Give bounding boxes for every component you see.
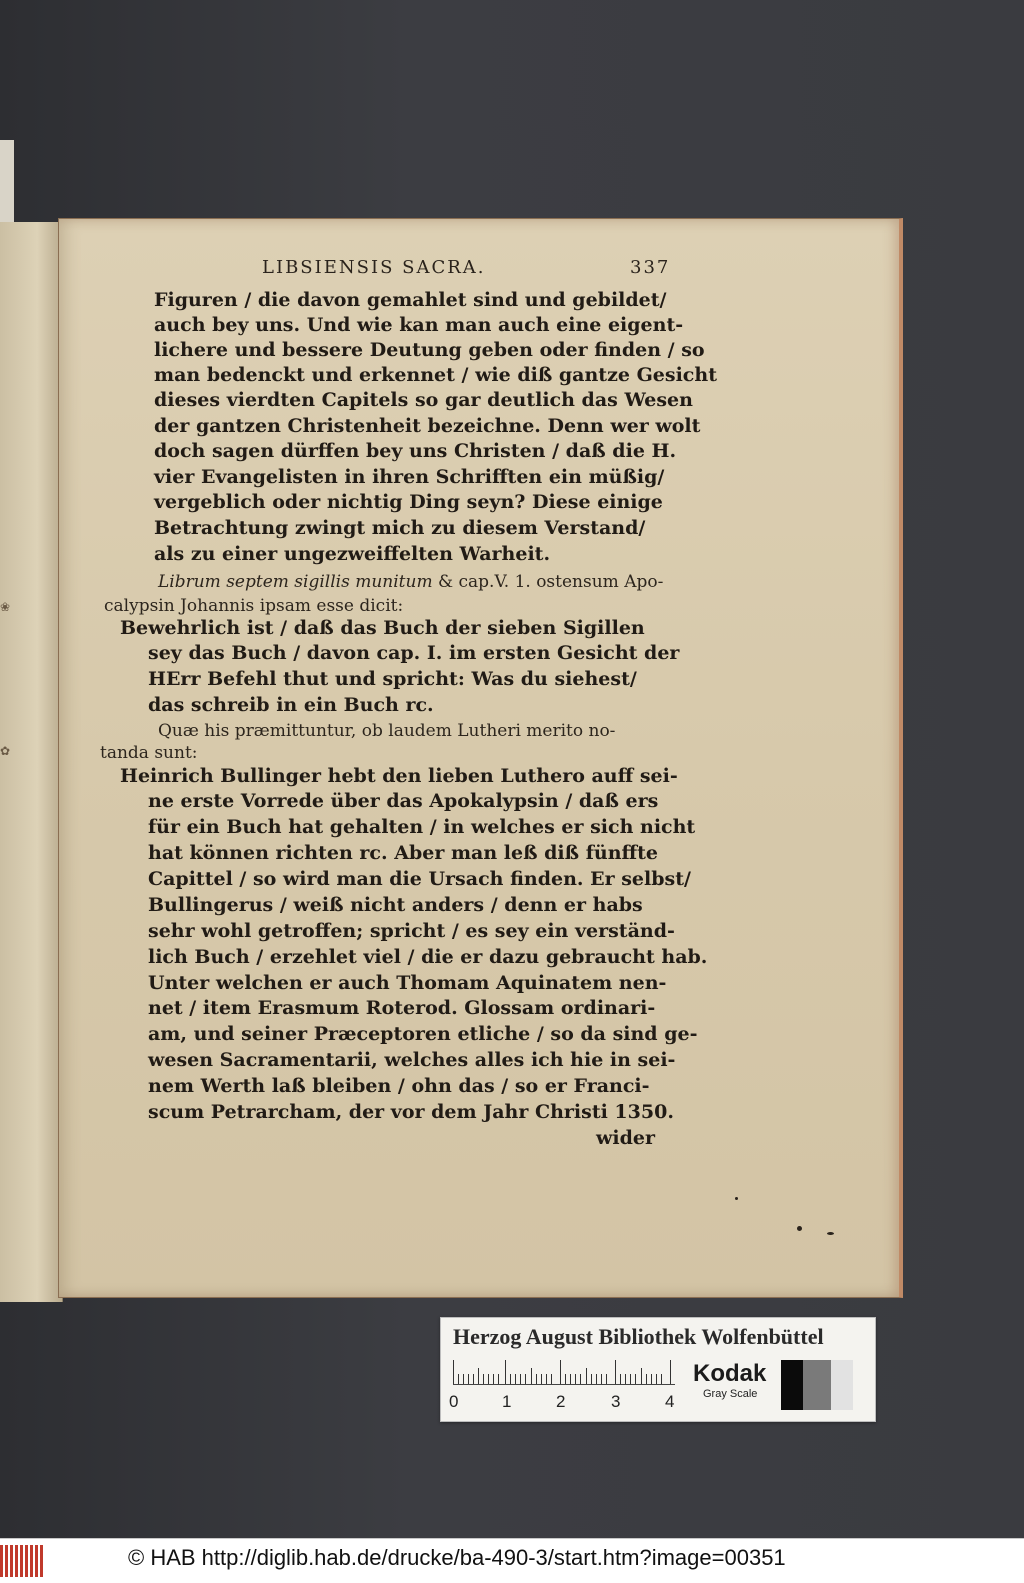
text-line: vergeblich oder nichtig Ding seyn? Diese einige [154,491,663,513]
latin-italic-phrase: Librum septem sigillis munitum [158,572,433,592]
text-line: Unter welchen er auch Thomam Aquinatem nen- [148,972,667,994]
text-line: vier Evangelisten in ihren Schrifften ein müßig/ [154,466,665,488]
ruler-label: 4 [665,1392,675,1411]
running-head-title: LIBSIENSIS SACRA. [262,257,486,278]
scale-ruler [453,1358,675,1385]
color-reference-card [440,1317,876,1422]
latin-line: Quæ his præmittuntur, ob laudem Lutheri merito no- [158,721,616,741]
text-line: auch bey uns. Und wie kan man auch eine eigent- [154,314,684,336]
latin-line: calypsin Johannis ipsam esse dicit: [104,596,404,616]
catchword: wider [596,1127,655,1149]
text-line: für ein Buch hat gehalten / in welches er sich nicht [148,816,696,838]
ruler-label: 2 [556,1392,566,1411]
footer-bar [0,1538,1024,1583]
facing-page-mark: ❀ [0,600,11,614]
text-line: Betrachtung zwingt mich zu diesem Verstand/ [154,517,646,539]
text-line: doch sagen dürffen bey uns Christen / daß die H. [154,440,677,462]
paper-speck [735,1197,738,1200]
text-line: lich Buch / erzehlet viel / die er dazu gebraucht hab. [148,946,708,968]
light-swatch [831,1360,853,1410]
text-line: wesen Sacramentarii, welches alles ich hie in sei- [148,1049,676,1071]
ruler-label: 0 [449,1392,459,1411]
adjacent-page-sliver [0,140,14,230]
ruler-label: 3 [611,1392,621,1411]
text-line: Bewehrlich ist / daß das Buch der sieben Sigillen [120,617,645,639]
footer-credit: © HAB http://diglib.hab.de/drucke/ba-490-3/start.htm?image=00351 [128,1545,786,1570]
page-number: 337 [630,257,671,278]
text-line: sey das Buch / davon cap. I. im ersten Gesicht der [148,642,680,664]
text-line: am, und seiner Præceptoren etliche / so da sind ge- [148,1023,698,1045]
text-line: der gantzen Christenheit bezeichne. Denn wer wolt [154,415,701,437]
gray-swatch [803,1360,831,1410]
text-line: lichere und bessere Deutung geben oder finden / so [154,339,705,361]
text-line: Capittel / so wird man die Ursach finden. Er selbst/ [148,868,691,890]
text-line: Bullingerus / weiß nicht anders / denn er habs [148,894,643,916]
hab-logo-icon [0,1545,44,1577]
text-line: das schreib in ein Buch rc. [148,694,434,716]
text-line: HErr Befehl thut und spricht: Was du siehest/ [148,668,637,690]
paper-speck [827,1232,834,1235]
library-name: Herzog August Bibliothek Wolfenbüttel [453,1324,824,1349]
text-line: als zu einer ungezweiffelten Warheit. [154,543,551,565]
latin-line: tanda sunt: [100,743,198,763]
running-head [262,257,671,283]
black-swatch [781,1360,803,1410]
text-line: man bedenckt und erkennet / wie diß gantze Gesicht [154,364,717,386]
facing-page-mark: ✿ [0,744,11,758]
paper-speck [797,1226,802,1231]
text-line: scum Petrarcham, der vor dem Jahr Christi 1350. [148,1101,674,1123]
text-line: hat können richten rc. Aber man leß diß fünffte [148,842,658,864]
latin-phrase: & cap.V. 1. ostensum Apo- [432,572,664,592]
latin-line [158,570,663,595]
kodak-logo: Kodak [693,1360,767,1387]
text-line: Figuren / die davon gemahlet sind und gebildet/ [154,289,667,311]
gray-scale-label: Gray Scale [703,1388,758,1400]
facing-page-edge [0,222,63,1302]
text-line: Heinrich Bullinger hebt den lieben Luthero auff sei- [120,765,678,787]
ruler-label: 1 [502,1392,512,1411]
text-line: sehr wohl getroffen; spricht / es sey ein verständ- [148,920,675,942]
text-line: dieses vierdten Capitels so gar deutlich das Wesen [154,389,693,411]
text-line: ne erste Vorrede über das Apokalypsin / daß ers [148,790,659,812]
text-line: net / item Erasmum Roterod. Glossam ordinari- [148,997,656,1019]
text-line: nem Werth laß bleiben / ohn das / so er Franci- [148,1075,650,1097]
